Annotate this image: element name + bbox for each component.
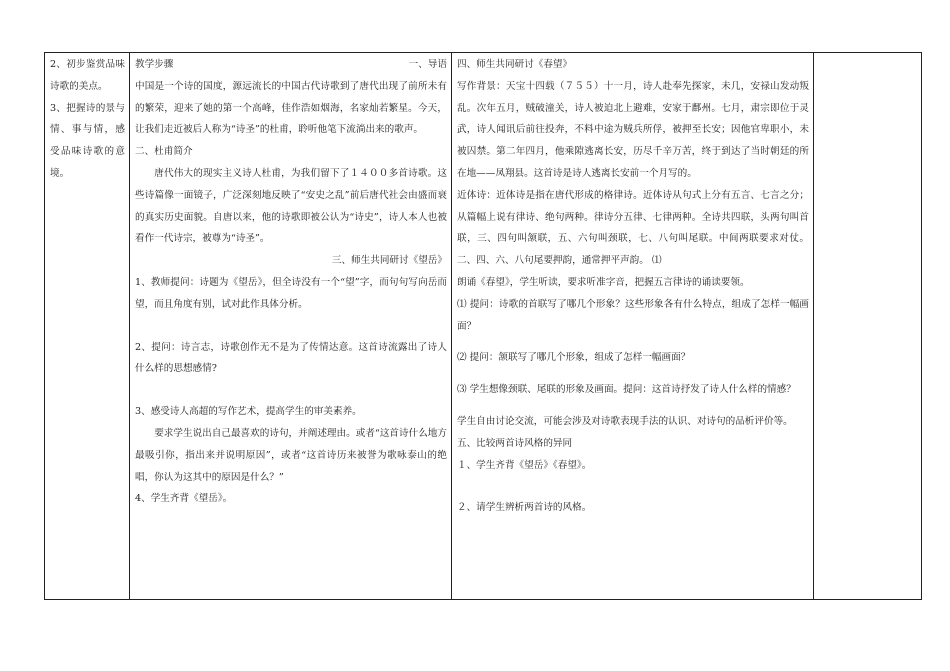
list-number-1: ⑴ (651, 255, 662, 267)
notes-cell (814, 53, 922, 600)
lushi-paragraph (457, 185, 809, 272)
list-number-3: ⑶ (457, 384, 467, 396)
chunwang-question-1 (457, 294, 809, 338)
objectives-cell (45, 53, 130, 600)
chunwang-question-1-text: 提问：诗歌的首联写了哪几个形象？这些形象各有什么特点，组成了怎样一幅画面？ (457, 298, 810, 332)
list-number-1b: ⑴ (457, 298, 467, 310)
reading-instruction: 朗诵《春望》，学生听读，要求听准字音，把握五言律诗的诵读要领。 (457, 276, 750, 288)
steps-heading-line (135, 54, 447, 76)
question-3: 3、感受诗人高超的写作艺术，提高学生的审美素养。 (135, 406, 362, 418)
table-row (45, 53, 922, 600)
task-1: １、学生齐背《望岳》《春望》。 (457, 459, 592, 471)
section-4-heading: 四、师生共同研讨《春望》 (457, 59, 573, 70)
steps-heading: 教学步骤 (135, 59, 174, 70)
chunwang-cell (452, 53, 814, 600)
question-1: 1、教师提问：诗题为《望岳》，但全诗没有一个“望”字，而句句写向岳而望，而且角度有别，试对此作具体分析。 (135, 276, 447, 310)
lesson-plan-table (44, 52, 922, 600)
background-paragraph: 写作背景：天宝十四载（７５５）十一月，诗人赴奉先探家，未几，安禄山发动叛乱。次年五月，贼破潼关，诗人被迫北上避难，安家于鄜州。七月，肃宗即位于灵武，诗人闻讯后前往投奔，不料中途为贼兵所俘，被押至长安；因他官卑职小，未被囚禁。第二年四月，他乘隙逃离长安，历尽千辛万苦，终于到达了当时朝廷的所在地——凤翔县。这首诗是诗人逃离长安前一个月写的。 (457, 80, 809, 179)
question-3-detail: 要求学生说出自己最喜欢的诗句，并阐述理由。或者“这首诗什么地方最吸引你，指出来并说明原因”，或者“这首诗历来被誉为歌咏泰山的绝唱，你认为这其中的原因是什么？” (135, 427, 447, 483)
chunwang-question-2 (457, 347, 809, 369)
section-5-heading: 五、比较两首诗风格的异同 (457, 437, 573, 449)
lushi-text: 近体诗：近体诗是指在唐代形成的格律诗。近体诗从句式上分有五言、七言之分；从篇幅上说有律诗、绝句两种。律诗分五律、七律两种。全诗共四联，头两句叫首联，三、四句叫颔联，五、六句叫颈联，七、八句叫尾联。中间两联要求对仗。二、四、六、八句尾要押韵，通常押平声韵。 (457, 189, 809, 267)
question-2: 2、提问：诗言志，诗歌创作无不是为了传情达意。这首诗流露出了诗人什么样的思想感情? (135, 341, 447, 375)
objective-3: 3、把握诗的景与情、事与情，感受品味诗歌的意境。 (50, 102, 125, 179)
question-4: 4、学生齐背《望岳》。 (135, 493, 233, 505)
steps-cell (130, 53, 452, 600)
chunwang-question-3-text: 学生想像颈联、尾联的形象及画面。提问：这首诗抒发了诗人什么样的情感？ (469, 384, 796, 396)
list-number-2: ⑵ (457, 352, 467, 364)
section-3-heading: 三、师生共同研讨《望岳》 (331, 255, 447, 267)
section-1-heading: 一、导语 (408, 59, 447, 70)
discussion-paragraph: 学生自由讨论交流，可能会涉及对诗歌表现手法的认识、对诗句的品析评价等。 (457, 415, 793, 427)
chunwang-question-2-text: 提问：颔联写了哪几个形象，组成了怎样一幅画面？ (469, 352, 691, 364)
task-2: ２、请学生辨析两首诗的风格。 (457, 502, 592, 514)
intro-paragraph: 中国是一个诗的国度，源远流长的中国古代诗歌到了唐代出现了前所未有的繁荣，迎来了她的第一个高峰，佳作浩如烟海，名家灿若繁星。今天，让我们走近被后人称为“诗圣”的杜甫，聆听他笔下流淌出来的歌声。 (135, 80, 447, 136)
dufu-intro-paragraph: 唐代伟大的现实主义诗人杜甫，为我们留下了１４００多首诗歌。这些诗篇像一面镜子，广泛深刻地反映了“安史之乱”前后唐代社会由盛而衰的真实历史面貌。自唐以来，他的诗歌即被公认为“诗史”，诗人本人也被看作一代诗宗，被尊为“诗圣”。 (135, 167, 447, 245)
chunwang-question-3 (457, 379, 809, 401)
section-2-heading: 二、杜甫简介 (135, 146, 193, 158)
objective-2: 2、初步鉴赏品味诗歌的美点。 (50, 59, 125, 92)
